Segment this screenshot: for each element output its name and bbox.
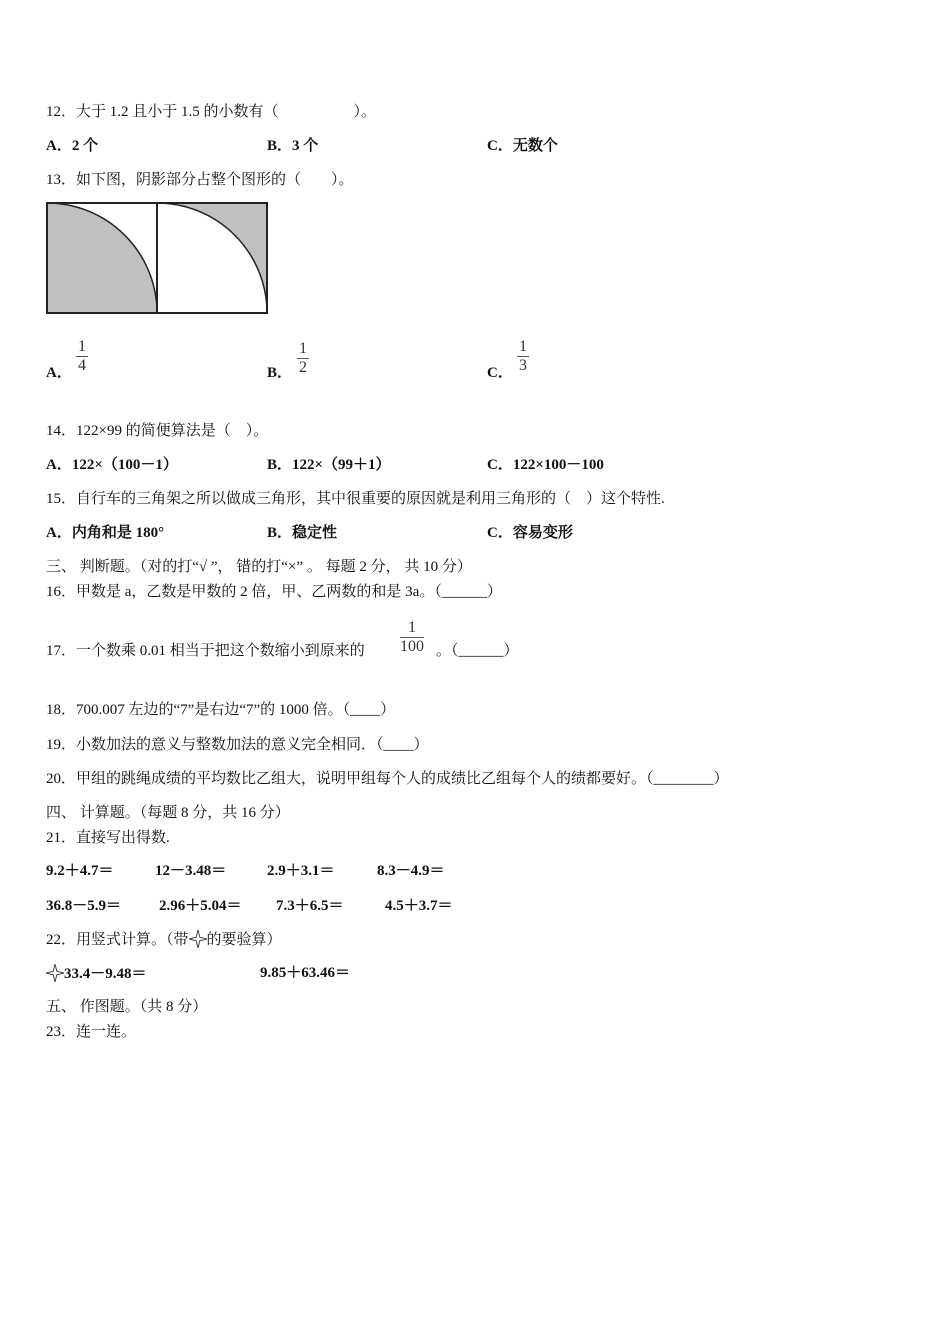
q13-option-c-label: C． <box>487 365 513 381</box>
q16: 16．甲数是 a，乙数是甲数的 2 倍，甲、乙两数的和是 3a。（______） <box>46 584 502 600</box>
q21-item: 12－3.48＝ <box>155 863 227 879</box>
q21-item: 2.9＋3.1＝ <box>267 863 335 879</box>
q22-item-1-text: 33.4－9.48＝ <box>64 966 147 982</box>
q17-fraction <box>400 619 424 656</box>
q20: 20．甲组的跳绳成绩的平均数比乙组大，说明甲组每个人的成绩比乙组每个人的绩都要好。（________） <box>46 771 729 787</box>
q21-item: 4.5＋3.7＝ <box>385 898 453 914</box>
q13-option-b-label: B． <box>267 365 293 381</box>
denominator: 2 <box>299 359 307 376</box>
numerator: 1 <box>400 619 424 638</box>
four-point-star-icon <box>46 964 64 982</box>
q13-fraction-c <box>517 338 529 375</box>
q14-option-b: B．122×（99＋1） <box>267 457 391 473</box>
numerator: 1 <box>78 338 86 355</box>
q23: 23．连一连。 <box>46 1024 137 1040</box>
q21-item: 7.3＋6.5＝ <box>276 898 344 914</box>
q13-figure <box>46 202 270 315</box>
q12-stem: 12．大于 1.2 且小于 1.5 的小数有（ ）。 <box>46 104 377 120</box>
q12-option-b: B．3 个 <box>267 138 319 154</box>
q18: 18．700.007 左边的“7”是右边“7”的 1000 倍。（____） <box>46 702 396 718</box>
q21-item: 9.2＋4.7＝ <box>46 863 114 879</box>
q12-option-c: C．无数个 <box>487 138 558 154</box>
q17-stem: 17．一个数乘 0.01 相当于把这个数缩小到原来的 <box>46 643 365 659</box>
q21-item: 2.96＋5.04＝ <box>159 898 242 914</box>
q15-stem: 15．自行车的三角架之所以做成三角形，其中很重要的原因就是利用三角形的（ ）这个特性. <box>46 491 665 507</box>
q17-answer: 。（______） <box>436 643 519 659</box>
denominator: 100 <box>400 638 424 655</box>
section-5-heading: 五、 作图题。（共 8 分） <box>46 999 208 1015</box>
q13-option-a-label: A． <box>46 365 72 381</box>
q12-option-a: A．2 个 <box>46 138 99 154</box>
numerator: 1 <box>299 340 307 357</box>
q21-item: 8.3－4.9＝ <box>377 863 445 879</box>
q13-fraction-b <box>297 340 309 377</box>
q21-stem: 21．直接写出得数. <box>46 830 170 846</box>
q14-option-c: C．122×100－100 <box>487 457 604 473</box>
section-4-heading: 四、 计算题。（每题 8 分，共 16 分） <box>46 805 290 821</box>
q22-item-2: 9.85＋63.46＝ <box>260 965 351 981</box>
q21-item: 36.8－5.9＝ <box>46 898 122 914</box>
q22-stem-b: 的要验算） <box>206 932 282 948</box>
four-point-star-icon <box>189 930 207 948</box>
section-3-heading: 三、 判断题。（对的打“√ ”， 错的打“×” 。 每题 2 分， 共 10 分） <box>46 559 472 575</box>
q15-option-a: A．内角和是 180° <box>46 525 165 541</box>
denominator: 3 <box>519 357 527 374</box>
q15-option-c: C．容易变形 <box>487 525 573 541</box>
q19: 19．小数加法的意义与整数加法的意义完全相同．（____） <box>46 737 429 753</box>
denominator: 4 <box>78 357 86 374</box>
q22-stem <box>46 930 282 949</box>
numerator: 1 <box>519 338 527 355</box>
q13-fraction-a <box>76 338 88 375</box>
q14-option-a: A．122×（100－1） <box>46 457 178 473</box>
q14-stem: 14．122×99 的简便算法是（ ）。 <box>46 423 269 439</box>
right-shaded-corner <box>157 203 267 313</box>
q22-item-1 <box>46 964 147 983</box>
q15-option-b: B．稳定性 <box>267 525 338 541</box>
q13-stem: 13．如下图，阴影部分占整个图形的（ ）。 <box>46 172 354 188</box>
q22-stem-a: 22．用竖式计算。（带 <box>46 932 189 948</box>
